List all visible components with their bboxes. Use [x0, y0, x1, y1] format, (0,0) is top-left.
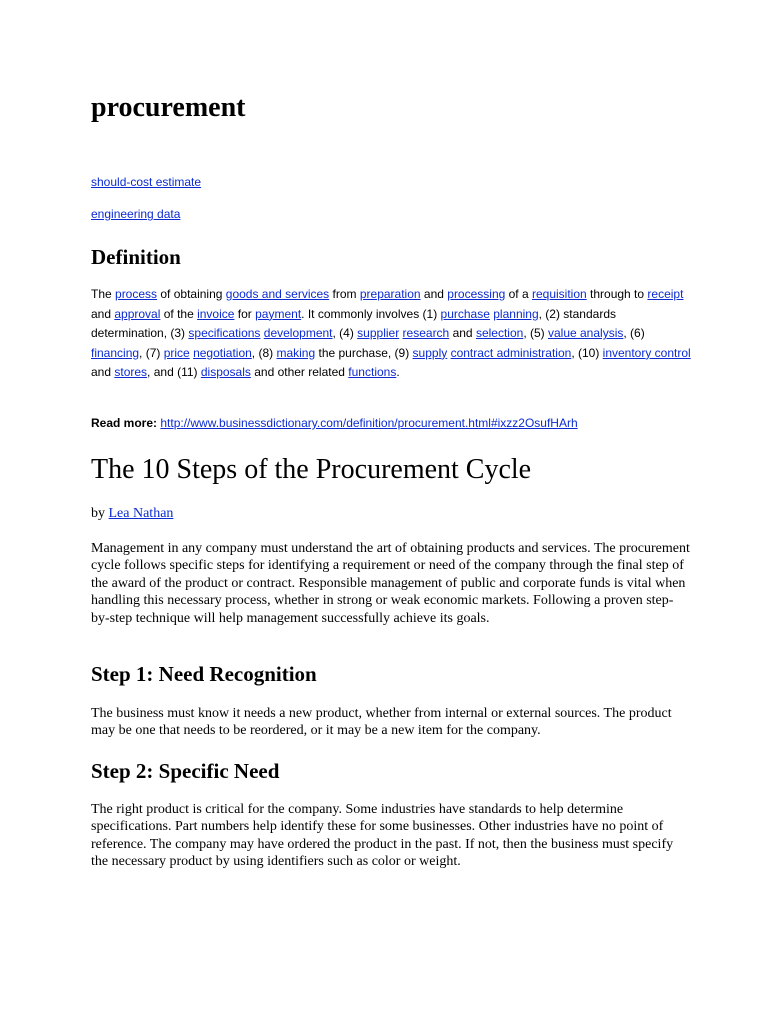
- read-more-label: Read more:: [91, 416, 161, 430]
- definition-link-invoice[interactable]: invoice: [197, 306, 235, 321]
- definition-link-supply[interactable]: supply: [412, 345, 448, 360]
- definition-link-specifications[interactable]: specifications: [188, 326, 261, 341]
- definition-link-preparation[interactable]: preparation: [359, 287, 421, 301]
- definition-text-segment: and: [420, 287, 448, 301]
- definition-link-processing[interactable]: processing: [447, 287, 506, 301]
- definition-heading: Definition: [91, 245, 181, 269]
- definition-text-segment: for: [234, 306, 256, 321]
- definition-text-segment: The: [91, 287, 116, 301]
- step-1-body: The business must know it needs a new product, whether from internal or external sources. The product may be one that needs to be reordered, or it may be a new item for the company.: [91, 706, 672, 739]
- definition-link-purchase[interactable]: purchase: [440, 306, 490, 321]
- definition-link-negotiation[interactable]: negotiation: [193, 345, 252, 360]
- definition-link-stores[interactable]: stores: [114, 365, 148, 380]
- related-link-should-cost-estimate[interactable]: should-cost estimate: [91, 175, 202, 189]
- definition-text-segment: and: [449, 326, 476, 341]
- definition-text-segment: and: [91, 306, 115, 321]
- byline: [91, 505, 173, 523]
- definition-link-inventory-control[interactable]: inventory control: [602, 345, 691, 360]
- term-title: procurement: [91, 92, 246, 123]
- definition-link-making[interactable]: making: [276, 345, 316, 360]
- definition-text: [91, 285, 691, 383]
- step-2-heading: Step 2: Specific Need: [91, 759, 280, 783]
- definition-text-segment: of the: [160, 306, 198, 321]
- definition-text-segment: of obtaining: [157, 287, 226, 301]
- definition-link-planning[interactable]: planning: [493, 306, 539, 321]
- author-link[interactable]: Lea Nathan: [108, 506, 174, 521]
- definition-text-segment: . It commonly involves (1): [301, 306, 441, 321]
- definition-text-segment: of a: [505, 287, 532, 301]
- definition-text-segment: , (2) standards determination, (3): [91, 306, 616, 341]
- definition-text-segment: and: [91, 365, 115, 380]
- definition-link-process[interactable]: process: [115, 287, 158, 301]
- definition-text-segment: , (8): [251, 345, 277, 360]
- definition-link-payment[interactable]: payment: [255, 306, 302, 321]
- read-more-link[interactable]: http://www.businessdictionary.com/definition/procurement.html#ixzz2OsufHArh: [160, 416, 578, 430]
- step-1-heading: Step 1: Need Recognition: [91, 662, 317, 686]
- definition-text-segment: , (5): [523, 326, 548, 341]
- related-link-engineering-data[interactable]: engineering data: [91, 207, 181, 221]
- definition-link-goods-and-services[interactable]: goods and services: [225, 287, 330, 301]
- definition-link-approval[interactable]: approval: [114, 306, 161, 321]
- read-more: [91, 415, 578, 431]
- definition-link-contract-administration[interactable]: contract administration: [450, 345, 572, 360]
- byline-prefix: by: [91, 506, 109, 521]
- definition-link-research[interactable]: research: [402, 326, 450, 341]
- definition-link-supplier[interactable]: supplier: [357, 326, 400, 341]
- step-2-body: The right product is critical for the company. Some industries have standards to help determine specifications. Part numbers help identify these for some businesses. Other industries have no point of reference. The company may have ordered the product in the past. If not, then the business must specify the necessary product by using identifiers such as color or weight.: [91, 802, 674, 870]
- definition-link-financing[interactable]: financing: [91, 345, 140, 360]
- definition-link-receipt[interactable]: receipt: [647, 287, 684, 301]
- definition-link-functions[interactable]: functions: [348, 365, 397, 380]
- definition-link-requisition[interactable]: requisition: [531, 287, 587, 301]
- definition-link-selection[interactable]: selection: [475, 326, 524, 341]
- definition-text-segment: and other related: [250, 365, 349, 380]
- definition-text-segment: from: [329, 287, 360, 301]
- intro-paragraph: Management in any company must understand the art of obtaining products and services. The procurement cycle follows specific steps for identifying a requirement or need of the company through the final step of the award of the product or contract. Responsible management of public and corporate funds is vital when handling this necessary process, whether in strong or weak economic markets. Following a proven step-by-step technique will help management successfully achieve its goals.: [91, 541, 690, 626]
- article-title: The 10 Steps of the Procurement Cycle: [91, 454, 532, 485]
- definition-text-segment: the purchase, (9): [315, 345, 413, 360]
- definition-text-segment: , (6): [623, 326, 645, 341]
- definition-text-segment: , and (11): [147, 365, 201, 380]
- definition-link-disposals[interactable]: disposals: [200, 365, 251, 380]
- definition-link-price[interactable]: price: [163, 345, 190, 360]
- definition-text-segment: through to: [586, 287, 648, 301]
- definition-text-segment: , (7): [139, 345, 164, 360]
- definition-link-value-analysis[interactable]: value analysis: [547, 326, 624, 341]
- definition-text-segment: , (4): [332, 326, 358, 341]
- definition-text-segment: .: [396, 365, 400, 380]
- definition-text-segment: , (10): [571, 345, 603, 360]
- definition-link-development[interactable]: development: [263, 326, 333, 341]
